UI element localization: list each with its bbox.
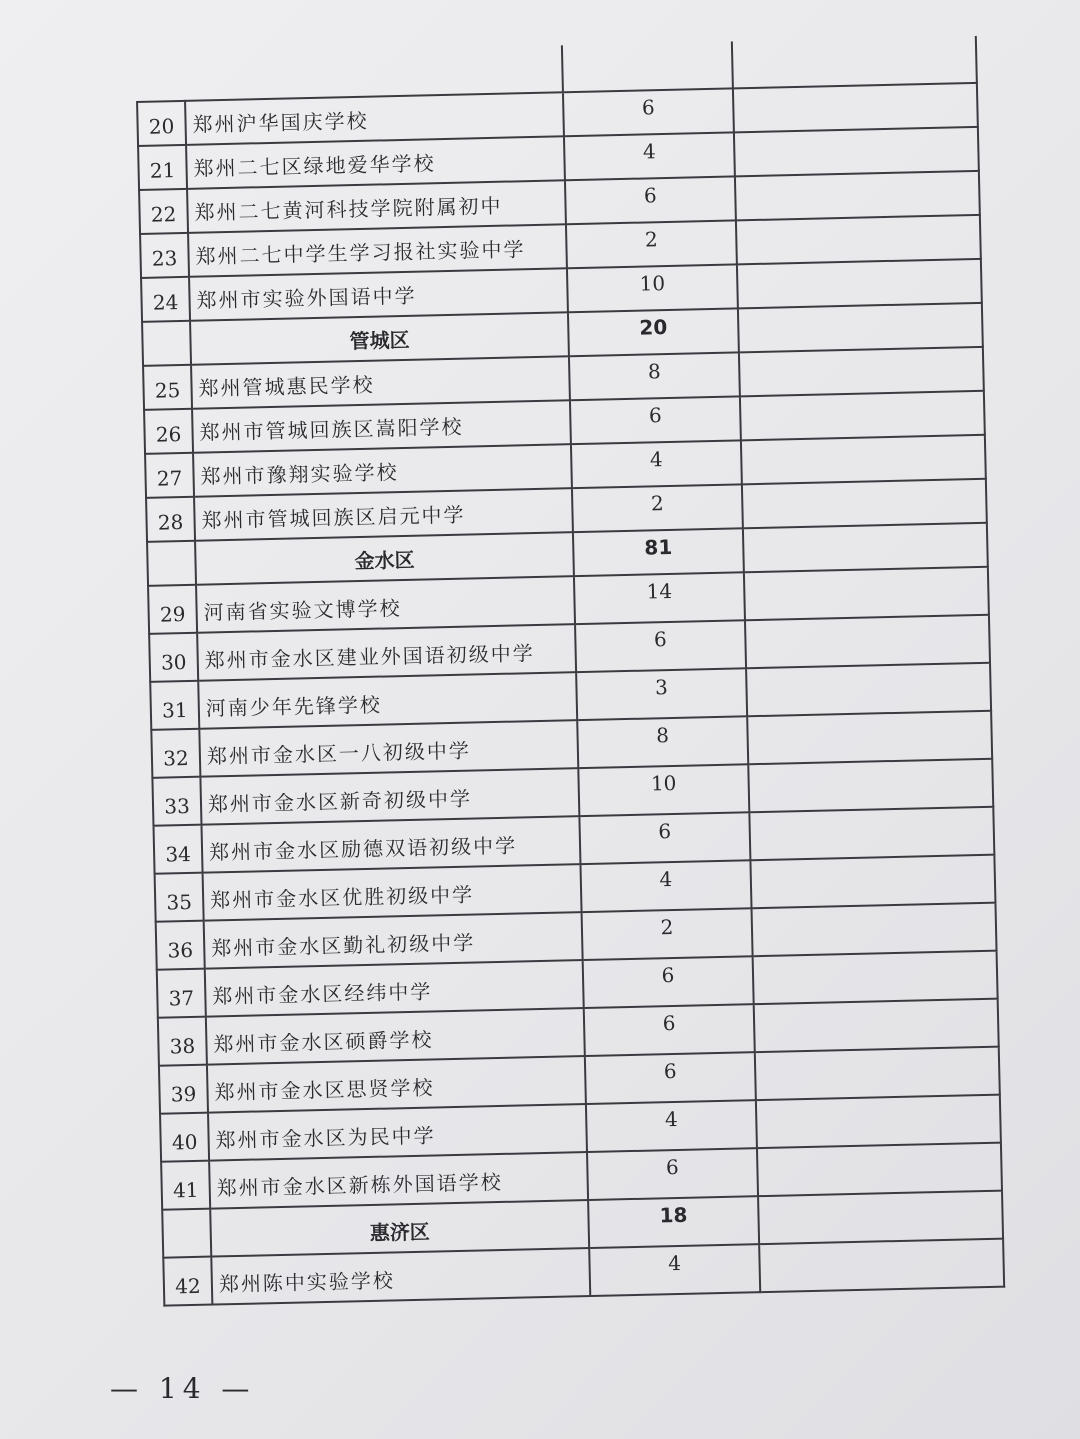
remarks-cell — [752, 903, 997, 957]
school-name: 河南省实验文博学校 — [196, 576, 575, 633]
district-total: 81 — [573, 528, 744, 576]
school-name: 郑州市金水区为民中学 — [208, 1104, 587, 1161]
row-number: 28 — [146, 497, 195, 542]
quota-count: 6 — [584, 1004, 755, 1056]
row-number: 35 — [155, 873, 204, 922]
school-quota-table — [135, 36, 1005, 1307]
row-number: 36 — [156, 921, 205, 970]
school-name: 郑州二七区绿地爱华学校 — [186, 136, 565, 189]
school-name: 郑州市金水区励德双语初级中学 — [201, 816, 580, 873]
remarks-cell — [757, 1143, 1002, 1197]
quota-count: 4 — [586, 1100, 757, 1152]
quota-count: 10 — [567, 264, 738, 312]
quota-count: 2 — [566, 220, 737, 268]
remarks-cell — [735, 171, 980, 221]
quota-count: 4 — [564, 132, 735, 180]
school-name: 郑州陈中实验学校 — [211, 1248, 590, 1305]
row-number: 24 — [141, 277, 190, 322]
remarks-cell — [759, 1239, 1004, 1293]
quota-count: 10 — [578, 764, 749, 816]
school-name: 郑州沪华国庆学校 — [185, 92, 564, 145]
remarks-cell — [739, 347, 984, 397]
school-name: 郑州二七中学生学习报社实验中学 — [188, 224, 567, 277]
remarks-cell — [736, 215, 981, 265]
quota-count: 6 — [587, 1148, 758, 1200]
school-name: 郑州市金水区一八初级中学 — [199, 720, 578, 777]
quota-count: 4 — [580, 860, 751, 912]
school-name: 郑州市金水区新奇初级中学 — [200, 768, 579, 825]
row-number: 27 — [145, 453, 194, 498]
quota-count: 2 — [582, 908, 753, 960]
quota-count: 6 — [583, 956, 754, 1008]
remarks-cell — [743, 523, 988, 573]
school-name: 郑州市管城回族区嵩阳学校 — [192, 400, 571, 453]
remarks-cell — [737, 259, 982, 309]
quota-count: 6 — [563, 88, 734, 136]
row-number: 23 — [140, 233, 189, 278]
remarks-cell — [744, 567, 989, 621]
row-number: 38 — [158, 1017, 207, 1066]
quota-table-wrapper — [135, 36, 1003, 1307]
district-name: 惠济区 — [210, 1200, 589, 1257]
row-number: 37 — [157, 969, 206, 1018]
school-name: 郑州市金水区优胜初级中学 — [203, 864, 582, 921]
row-number: 30 — [149, 633, 198, 682]
remarks-cell — [733, 83, 978, 133]
row-number-cell — [162, 1209, 211, 1258]
quota-count: 6 — [575, 620, 746, 672]
remarks-cell — [741, 435, 986, 485]
row-number: 31 — [150, 681, 199, 730]
row-number: 20 — [137, 101, 186, 146]
quota-count: 8 — [577, 716, 748, 768]
school-name: 河南少年先锋学校 — [198, 672, 577, 729]
quota-count: 3 — [576, 668, 747, 720]
quota-count: 2 — [572, 484, 743, 532]
remarks-cell — [758, 1191, 1003, 1245]
row-number: 34 — [153, 825, 202, 874]
page-number: — 14 — — [110, 1372, 256, 1405]
remarks-cell — [750, 855, 995, 909]
school-name: 郑州市金水区建业外国语初级中学 — [197, 624, 576, 681]
row-number: 42 — [163, 1257, 212, 1306]
remarks-cell — [748, 759, 993, 813]
remarks-cell — [747, 711, 992, 765]
district-name: 管城区 — [190, 312, 569, 365]
remarks-cell — [756, 1095, 1001, 1149]
quota-count: 6 — [565, 176, 736, 224]
quota-count: 4 — [589, 1244, 760, 1296]
remarks-cell — [745, 615, 990, 669]
row-number: 39 — [159, 1065, 208, 1114]
remarks-cell — [754, 999, 999, 1053]
row-number: 22 — [139, 189, 188, 234]
quota-count: 6 — [570, 396, 741, 444]
row-number: 26 — [144, 409, 193, 454]
row-number-cell — [142, 321, 191, 366]
school-name: 郑州市金水区经纬中学 — [205, 960, 584, 1017]
quota-count: 8 — [569, 352, 740, 400]
quota-count: 6 — [585, 1052, 756, 1104]
row-number: 32 — [151, 729, 200, 778]
school-name: 郑州市金水区思贤学校 — [207, 1056, 586, 1113]
school-name: 郑州二七黄河科技学院附属初中 — [187, 180, 566, 233]
remarks-cell — [740, 391, 985, 441]
school-name: 郑州市金水区新栋外国语学校 — [209, 1152, 588, 1209]
remarks-cell — [746, 663, 991, 717]
remarks-cell — [738, 303, 983, 353]
district-name: 金水区 — [195, 532, 574, 585]
school-name: 郑州市豫翔实验学校 — [193, 444, 572, 497]
row-number: 29 — [148, 585, 197, 634]
row-number: 33 — [152, 777, 201, 826]
remarks-cell — [749, 807, 994, 861]
district-total: 18 — [588, 1196, 759, 1248]
school-name: 郑州市管城回族区启元中学 — [194, 488, 573, 541]
remarks-cell — [755, 1047, 1000, 1101]
remarks-cell — [734, 127, 979, 177]
quota-count: 4 — [571, 440, 742, 488]
school-name: 郑州管城惠民学校 — [191, 356, 570, 409]
quota-count: 6 — [579, 812, 750, 864]
school-name: 郑州市实验外国语中学 — [189, 268, 568, 321]
remarks-cell — [742, 479, 987, 529]
row-number: 40 — [160, 1113, 209, 1162]
row-number-cell — [147, 541, 196, 586]
district-total: 20 — [568, 308, 739, 356]
quota-count: 14 — [574, 572, 745, 624]
row-number: 25 — [143, 365, 192, 410]
row-number: 41 — [161, 1161, 210, 1210]
remarks-cell — [753, 951, 998, 1005]
school-name: 郑州市金水区硕爵学校 — [206, 1008, 585, 1065]
school-name: 郑州市金水区勤礼初级中学 — [204, 912, 583, 969]
row-number: 21 — [138, 145, 187, 190]
